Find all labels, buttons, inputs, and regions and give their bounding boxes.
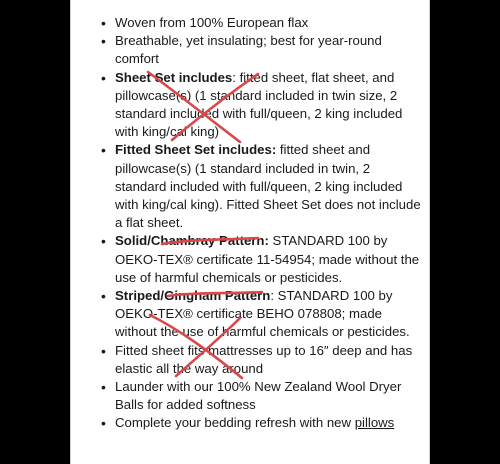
item-text: : STANDARD 100 by OEKO-TEX® certificate BEHO 078808; made without the use of harmful chemicals or pesticides. bbox=[115, 288, 410, 340]
item-text: fitted sheet and pillowcase(s) (1 standard included in twin, 2 standard included with full/queen, 2 king included with king/cal king). Fitted Sheet Set does not include a flat sheet. bbox=[115, 142, 421, 231]
item-heading: Fitted Sheet Set includes: bbox=[115, 142, 277, 158]
list-item-material bbox=[99, 14, 421, 32]
item-text: Fitted sheet fits mattresses up to 16″ deep and has elastic all the way around bbox=[115, 342, 413, 376]
list-item-launder bbox=[99, 378, 421, 414]
feature-list bbox=[99, 14, 421, 433]
item-text: Launder with our 100% New Zealand Wool Dryer Balls for added softness bbox=[115, 379, 402, 413]
product-details-panel bbox=[70, 0, 430, 464]
item-text: : fitted sheet, flat sheet, and pillowcase(s) (1 standard included in twin size, 2 standard included with full/queen, 2 king included with king/cal king) bbox=[115, 69, 403, 140]
list-item-fitted-depth bbox=[99, 342, 421, 378]
list-item-fitted-sheet-set bbox=[99, 141, 421, 232]
item-heading: Sheet Set includes bbox=[115, 69, 233, 85]
item-text: Complete your bedding refresh with new bbox=[115, 415, 355, 431]
item-text: STANDARD 100 by OEKO-TEX® certificate 11-54954; made without the use of harmful chemicals or pesticides. bbox=[115, 233, 420, 285]
item-text: Breathable, yet insulating; best for year-round comfort bbox=[115, 33, 382, 67]
item-text: Woven from 100% European flax bbox=[115, 15, 309, 30]
item-heading: Striped/Gingham Pattern bbox=[115, 288, 271, 304]
list-item-sheet-set bbox=[99, 69, 421, 142]
list-item-breathable bbox=[99, 32, 421, 68]
list-item-pillows bbox=[99, 414, 421, 432]
list-item-solid-chambray bbox=[99, 232, 421, 287]
pillows-link[interactable]: pillows bbox=[354, 415, 395, 431]
list-item-striped-gingham bbox=[99, 287, 421, 342]
item-heading: Solid/Chambray Pattern: bbox=[115, 233, 269, 249]
